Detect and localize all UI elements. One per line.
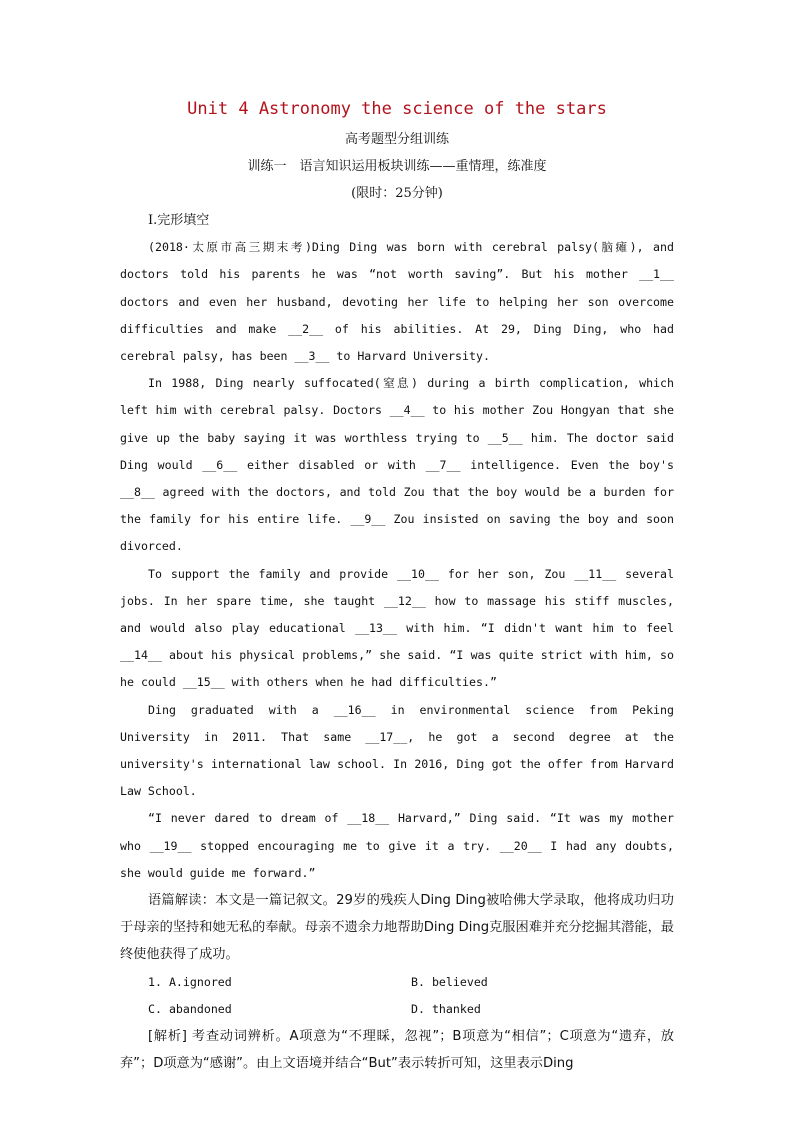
section-heading: Ⅰ.完形填空 xyxy=(148,213,210,228)
passage-paragraph-2: In 1988, Ding nearly suffocated(窒息) during a birth complication, which left him with cerebral palsy. Doctors __4__ to his mother Zou Hongyan that she give up the baby saying it was worthless trying to __5__ him. The doctor said Ding would __6__ either disabled or with __7__ intelligence. Even the boy's __8__ agreed with the doctors, and told Zou that the boy would be a burden for the family for his entire life. __9__ Zou insisted on saving the boy and soon divorced. xyxy=(120,376,674,554)
document-page xyxy=(120,96,674,1078)
passage-paragraph-5: “I never dared to dream of __18__ Harvard,” Ding said. “It was my mother who __19__ stopped encouraging me to give it a try. __20__ I had any doubts, she would guide me forward.” xyxy=(120,811,674,880)
option-b: B. believed xyxy=(411,974,488,989)
analysis-text: [解析] 考查动词辨析。A项意为“不理睬，忽视”；B项意为“相信”；C项意为“遗弃，放弃”；D项意为“感谢”。由上文语境并结合“But”表示转折可知，这里表示Ding xyxy=(120,1029,674,1072)
passage-paragraph-3: To support the family and provide __10__ for her son, Zou __11__ several jobs. In her spare time, she taught __12__ how to massage his stiff muscles, and would also play educational __13__ with him. “I didn't want him to feel __14__ about his physical problems,” she said. “I was quite strict with him, so he could __15__ with others when he had difficulties.” xyxy=(120,566,674,690)
option-d: D. thanked xyxy=(411,1001,481,1016)
option-a: 1. A.ignored xyxy=(148,974,232,989)
time-limit: (限时：25分钟) xyxy=(351,186,443,201)
subtitle: 高考题型分组训练 xyxy=(344,132,449,147)
question-1-options-row-1 xyxy=(120,969,674,996)
passage-paragraph-1: (2018·太原市高三期末考)Ding Ding was born with cerebral palsy(脑瘫), and doctors told his parents he was “not worth saving”. But his mother __1__ doctors and even her husband, devoting her life to helping her son overcome difficulties and make __2__ of his abilities. At 29, Ding Ding, who had cerebral palsy, has been __3__ to Harvard University. xyxy=(120,240,674,364)
option-c: C. abandoned xyxy=(148,1001,232,1016)
passage-paragraph-4: Ding graduated with a __16__ in environmental science from Peking University in 2011. That same __17__, he got a second degree at the university's international law school. In 2016, Ding got the offer from Harvard Law School. xyxy=(120,702,674,799)
page-title: Unit 4 Astronomy the science of the stars xyxy=(187,99,607,119)
question-1-options-row-2 xyxy=(120,996,674,1023)
training-heading: 训练一 语言知识运用板块训练——重情理，练准度 xyxy=(247,159,547,174)
passage-summary: 语篇解读：本文是一篇记叙文。29岁的残疾人Ding Ding被哈佛大学录取，他将成功归功于母亲的坚持和她无私的奉献。母亲不遗余力地帮助Ding Ding克服困难并充分挖掘其潜能，最终使他获得了成功。 xyxy=(120,893,674,963)
